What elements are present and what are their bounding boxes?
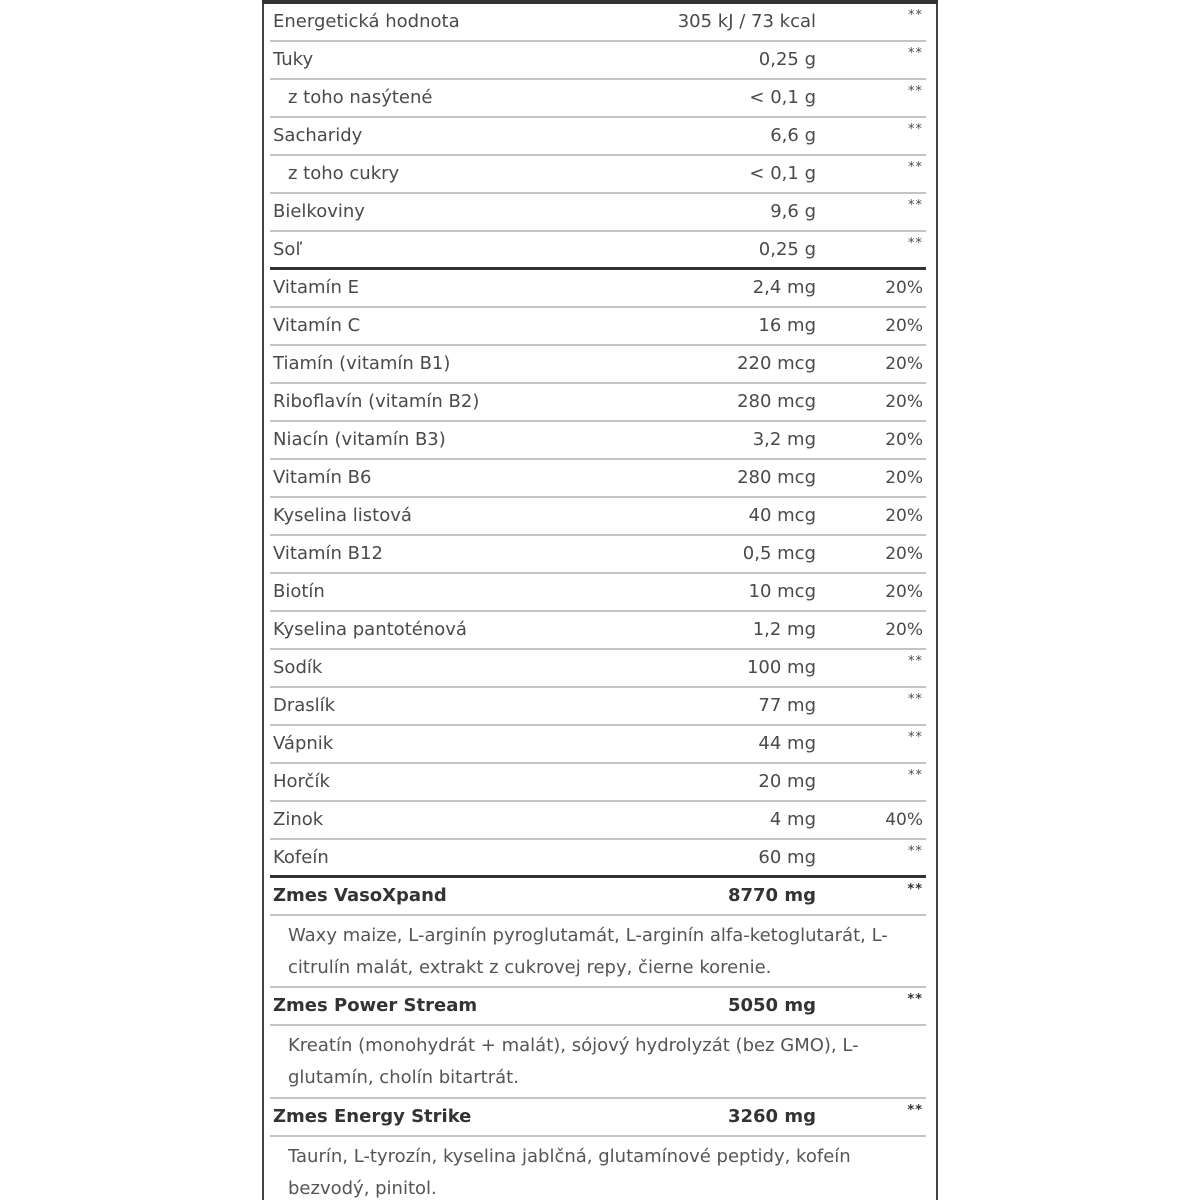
row-dv: ** xyxy=(908,730,923,745)
row-name: Vitamín B12 xyxy=(273,543,383,564)
table-row xyxy=(270,612,926,650)
table-row xyxy=(270,308,926,346)
row-dv: 20% xyxy=(885,278,923,298)
row-name: Sodík xyxy=(273,657,323,678)
row-amount: 280 mcg xyxy=(737,391,816,412)
table-row xyxy=(270,232,926,270)
row-amount: 220 mcg xyxy=(737,353,816,374)
row-amount: < 0,1 g xyxy=(749,87,816,108)
row-name: Tiamín (vitamín B1) xyxy=(273,353,451,374)
row-dv: ** xyxy=(908,84,923,99)
row-amount: 4 mg xyxy=(769,809,816,830)
row-amount: 305 kJ / 73 kcal xyxy=(677,11,816,32)
table-row xyxy=(270,536,926,574)
blend-desc-line: glutamín, cholín bitartrát. xyxy=(288,1067,519,1088)
row-dv: 20% xyxy=(885,468,923,488)
row-dv: ** xyxy=(908,8,923,23)
row-dv: ** xyxy=(908,844,923,859)
table-row xyxy=(270,270,926,308)
blend-amount: 5050 mg xyxy=(727,995,816,1016)
row-name: Energetická hodnota xyxy=(273,11,460,32)
row-name: Soľ xyxy=(273,239,303,260)
row-amount: 60 mg xyxy=(758,847,816,868)
row-amount: 40 mcg xyxy=(748,505,816,526)
blend-desc-line: Kreatín (monohydrát + malát), sójový hydrolyzát (bez GMO), L- xyxy=(288,1035,859,1056)
row-amount: 16 mg xyxy=(758,315,816,336)
blend-row-vasoxpand xyxy=(270,878,926,916)
blend-row-energy-strike xyxy=(270,1099,926,1137)
table-row xyxy=(270,840,926,878)
row-name: Vápnik xyxy=(273,733,334,754)
row-name: Riboflavín (vitamín B2) xyxy=(273,391,480,412)
row-name: Vitamín E xyxy=(273,277,360,298)
row-name: Biotín xyxy=(273,581,325,602)
table-row xyxy=(270,574,926,612)
blend-desc-line: bezvodý, pinitol. xyxy=(288,1178,437,1199)
row-name: z toho cukry xyxy=(288,163,400,184)
row-amount: 3,2 mg xyxy=(752,429,816,450)
row-amount: < 0,1 g xyxy=(749,163,816,184)
row-dv: 40% xyxy=(885,810,923,830)
blend-name: Zmes VasoXpand xyxy=(273,885,447,906)
blend-dv: ** xyxy=(907,992,923,1007)
row-amount: 10 mcg xyxy=(748,581,816,602)
row-name: Zinok xyxy=(273,809,324,830)
blend-desc-line: Taurín, L-tyrozín, kyselina jablčná, glutamínové peptidy, kofeín xyxy=(288,1146,851,1167)
row-dv: ** xyxy=(908,46,923,61)
row-amount: 0,5 mcg xyxy=(742,543,816,564)
row-dv: 20% xyxy=(885,506,923,526)
table-row xyxy=(270,156,926,194)
row-dv: 20% xyxy=(885,582,923,602)
table-row xyxy=(270,4,926,42)
blend-amount: 8770 mg xyxy=(727,885,816,906)
row-dv: ** xyxy=(908,768,923,783)
row-dv: 20% xyxy=(885,354,923,374)
blend-amount: 3260 mg xyxy=(727,1106,816,1127)
nutrition-table xyxy=(270,4,926,1200)
row-amount: 9,6 g xyxy=(770,201,816,222)
row-dv: ** xyxy=(908,198,923,213)
row-dv: ** xyxy=(908,122,923,137)
row-amount: 0,25 g xyxy=(758,239,816,260)
row-name: Vitamín B6 xyxy=(273,467,372,488)
blend-desc-line: citrulín malát, extrakt z cukrovej repy, čierne korenie. xyxy=(288,957,772,978)
table-row xyxy=(270,802,926,840)
row-dv: 20% xyxy=(885,544,923,564)
row-amount: 20 mg xyxy=(758,771,816,792)
row-dv: ** xyxy=(908,692,923,707)
row-name: Sacharidy xyxy=(273,125,363,146)
table-row xyxy=(270,384,926,422)
row-dv: ** xyxy=(908,236,923,251)
row-amount: 0,25 g xyxy=(758,49,816,70)
blend-description-energy-strike xyxy=(270,1137,926,1200)
table-row xyxy=(270,194,926,232)
row-amount: 280 mcg xyxy=(737,467,816,488)
table-row xyxy=(270,498,926,536)
row-dv: 20% xyxy=(885,430,923,450)
blend-dv: ** xyxy=(907,882,923,897)
row-name: Kofeín xyxy=(273,847,329,868)
row-dv: ** xyxy=(908,160,923,175)
row-amount: 44 mg xyxy=(758,733,816,754)
row-amount: 100 mg xyxy=(746,657,816,678)
row-amount: 1,2 mg xyxy=(752,619,816,640)
row-name: Kyselina listová xyxy=(273,505,412,526)
blend-description-vasoxpand xyxy=(270,916,926,988)
row-name: Horčík xyxy=(273,771,330,792)
blend-desc-line: Waxy maize, L-arginín pyroglutamát, L-arginín alfa-ketoglutarát, L- xyxy=(288,925,888,946)
row-name: Draslík xyxy=(273,695,336,716)
table-row xyxy=(270,118,926,156)
row-name: z toho nasýtené xyxy=(288,87,433,108)
table-row xyxy=(270,726,926,764)
blend-row-power-stream xyxy=(270,988,926,1026)
row-dv: 20% xyxy=(885,392,923,412)
table-row xyxy=(270,650,926,688)
table-row xyxy=(270,688,926,726)
row-name: Bielkoviny xyxy=(273,201,365,222)
table-row xyxy=(270,764,926,802)
row-name: Kyselina pantoténová xyxy=(273,619,467,640)
table-row xyxy=(270,80,926,118)
blend-name: Zmes Energy Strike xyxy=(273,1106,472,1127)
row-amount: 6,6 g xyxy=(770,125,816,146)
row-dv: 20% xyxy=(885,620,923,640)
table-row xyxy=(270,422,926,460)
table-row xyxy=(270,346,926,384)
row-amount: 2,4 mg xyxy=(752,277,816,298)
table-row xyxy=(270,460,926,498)
row-name: Niacín (vitamín B3) xyxy=(273,429,446,450)
row-dv: ** xyxy=(908,654,923,669)
blend-description-power-stream xyxy=(270,1026,926,1099)
row-dv: 20% xyxy=(885,316,923,336)
row-amount: 77 mg xyxy=(758,695,816,716)
row-name: Vitamín C xyxy=(273,315,361,336)
blend-name: Zmes Power Stream xyxy=(273,995,478,1016)
row-name: Tuky xyxy=(273,49,314,70)
table-row xyxy=(270,42,926,80)
blend-dv: ** xyxy=(907,1103,923,1118)
